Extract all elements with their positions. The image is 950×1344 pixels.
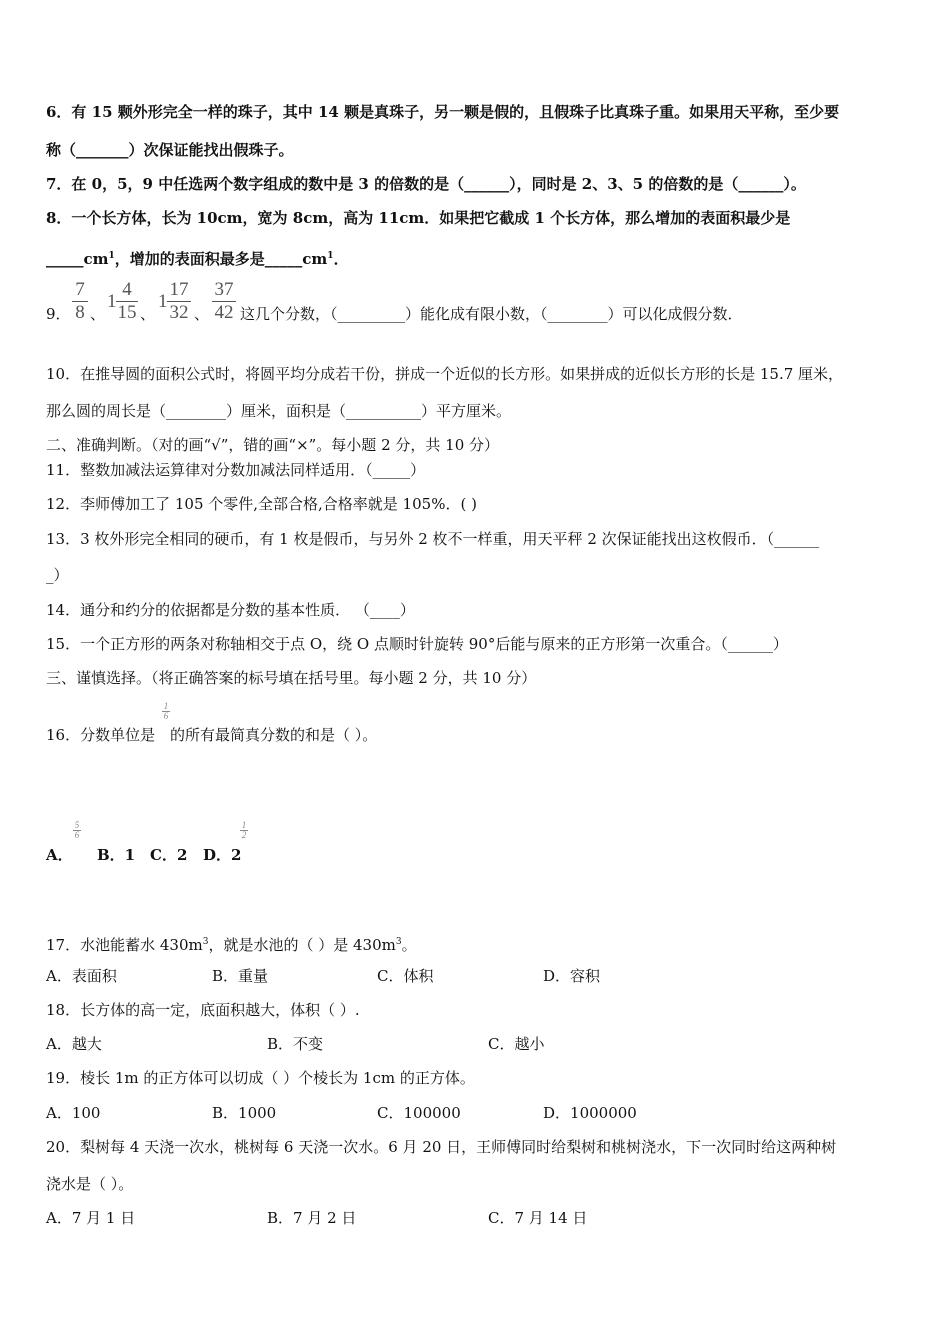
q14-text: 14．通分和约分的依据都是分数的基本性质． （____） — [46, 601, 415, 619]
q16-option-c: C．2 — [150, 846, 188, 864]
q6-line1: 6．有 15 颗外形完全一样的珠子，其中 14 颗是真珠子，另一颗是假的，且假珠子比真珠子重。如果用天平称，至少要 — [46, 103, 840, 121]
q13-line1: 13．3 枚外形完全相同的硬币，有 1 枚是假币，与另外 2 枚不一样重，用天平秤 2 次保证能找出这枚假币．（______ — [46, 530, 820, 548]
q9-fraction-4 — [212, 280, 236, 323]
q8-line1: 8．一个长方体，长为 10cm，宽为 8cm，高为 11cm．如果把它截成 1 个长方体，那么增加的表面积最少是 — [46, 209, 791, 227]
q16-option-a-denominator: 6 — [74, 830, 80, 840]
q16-option-d-fraction — [240, 821, 248, 840]
q6-line2: 称（_______）次保证能找出假珠子。 — [46, 141, 294, 159]
q7-text: 7．在 0，5，9 中任选两个数字组成的数中是 3 的倍数的是（______），同时是 2、3、5 的倍数的是（______）。 — [46, 175, 806, 193]
q16-option-a: A． — [46, 846, 73, 864]
q8-line2a: _____cm — [46, 250, 109, 268]
q17-option-c: C．体积 — [377, 967, 434, 985]
q8-sup2: 1 — [327, 251, 334, 261]
q20-line1: 20．梨树每 4 天浇一次水，桃树每 6 天浇一次水。6 月 20 日，王师傅同时给梨树和桃树浇水，下一次同时给这两种树 — [46, 1138, 837, 1156]
q10-line1: 10．在推导圆的面积公式时，将圆平均分成若干份，拼成一个近似的长方形。如果拼成的近似长方形的长是 15.7 厘米， — [46, 365, 844, 383]
q13-line2: _） — [46, 566, 69, 584]
q16-option-a-numerator: 5 — [74, 820, 80, 830]
q18-option-b: B．不变 — [267, 1035, 324, 1053]
q16-option-d-denominator: 2 — [241, 830, 247, 840]
q9-f3-whole: 1 — [158, 291, 168, 312]
q9-f3-denominator: 32 — [169, 302, 189, 323]
q9-tail: 这几个分数，（_________）能化成有限小数，（________）可以化成假分数． — [240, 305, 743, 323]
q20-line2: 浇水是（ ）。 — [46, 1175, 134, 1193]
q18-option-c: C．越小 — [488, 1035, 545, 1053]
q9-separator-1: 、 — [90, 305, 106, 323]
q17-sup1: 3 — [202, 937, 209, 947]
q16-option-d: D．2 — [203, 846, 242, 864]
q19-option-b: B．1000 — [212, 1104, 277, 1122]
q9-f2-denominator: 15 — [117, 302, 137, 323]
q17-sup2: 3 — [395, 937, 402, 947]
q8-sup1: 1 — [108, 251, 115, 261]
q8-line2b: ，增加的表面积最多是_____cm — [114, 250, 328, 268]
q19-option-a: A．100 — [46, 1104, 101, 1122]
q16-option-d-numerator: 1 — [241, 820, 247, 830]
q17-text — [46, 932, 417, 955]
q9-fraction-1 — [72, 280, 88, 323]
q9-number: 9． — [46, 305, 71, 323]
q11-text: 11．整数加减法运算律对分数加减法同样适用．（_____） — [46, 461, 426, 479]
q19-option-d: D．1000000 — [543, 1104, 637, 1122]
q17-option-a: A．表面积 — [46, 967, 117, 985]
q15-text: 15．一个正方形的两条对称轴相交于点 O，绕 O 点顺时针旋转 90°后能与原来的正方形第一次重合。（______） — [46, 635, 788, 653]
q17-text-b: ，就是水池的（ ）是 430m — [208, 936, 396, 954]
q9-f2-numerator: 4 — [122, 279, 132, 300]
q20-option-a: A．7 月 1 日 — [46, 1209, 136, 1227]
q18-option-a: A．越大 — [46, 1035, 102, 1053]
section-3-title: 三、谨慎选择。（将正确答案的标号填在括号里。每小题 2 分，共 10 分） — [46, 669, 537, 687]
q8-line2 — [46, 246, 349, 269]
q19-option-c: C．100000 — [377, 1104, 461, 1122]
q12-text: 12．李师傅加工了 105 个零件,全部合格,合格率就是 105%．( ) — [46, 495, 477, 513]
section-2-title: 二、准确判断。（对的画“√”，错的画“×”。每小题 2 分，共 10 分） — [46, 436, 500, 454]
q9-fraction-3 — [167, 280, 191, 323]
q9-f4-denominator: 42 — [214, 302, 234, 323]
q9-f2-whole: 1 — [107, 291, 117, 312]
q17-option-b: B．重量 — [212, 967, 269, 985]
q17-option-d: D．容积 — [543, 967, 601, 985]
q9-f1-numerator: 7 — [75, 279, 85, 300]
q19-text: 19．棱长 1m 的正方体可以切成（ ）个棱长为 1cm 的正方体。 — [46, 1069, 475, 1087]
q18-text: 18．长方体的高一定，底面积越大，体积（ ）. — [46, 1001, 360, 1019]
q16-text-b: 的所有最简真分数的和是（ ）。 — [170, 726, 378, 744]
q20-option-c: C．7 月 14 日 — [488, 1209, 588, 1227]
q16-unit-denominator: 6 — [163, 711, 169, 721]
q9-f3-numerator: 17 — [169, 279, 189, 300]
q16-unit-numerator: 1 — [163, 701, 169, 711]
q16-option-b: B．1 — [97, 846, 136, 864]
q9-f4-numerator: 37 — [214, 279, 234, 300]
q17-text-a: 17．水池能蓄水 430m — [46, 936, 203, 954]
q9-separator-3: 、 — [194, 305, 210, 323]
q16-option-a-fraction — [73, 821, 81, 840]
q17-text-c: 。 — [401, 936, 417, 954]
q10-line2: 那么圆的周长是（________）厘米，面积是（__________）平方厘米。 — [46, 402, 512, 420]
q9-fraction-2 — [116, 280, 138, 323]
q16-text-a: 16．分数单位是 — [46, 726, 156, 744]
q16-unit-fraction — [162, 702, 170, 721]
q9-f1-denominator: 8 — [75, 302, 85, 323]
q8-line2c: ． — [333, 250, 349, 268]
q20-option-b: B．7 月 2 日 — [267, 1209, 357, 1227]
q9-separator-2: 、 — [140, 305, 156, 323]
